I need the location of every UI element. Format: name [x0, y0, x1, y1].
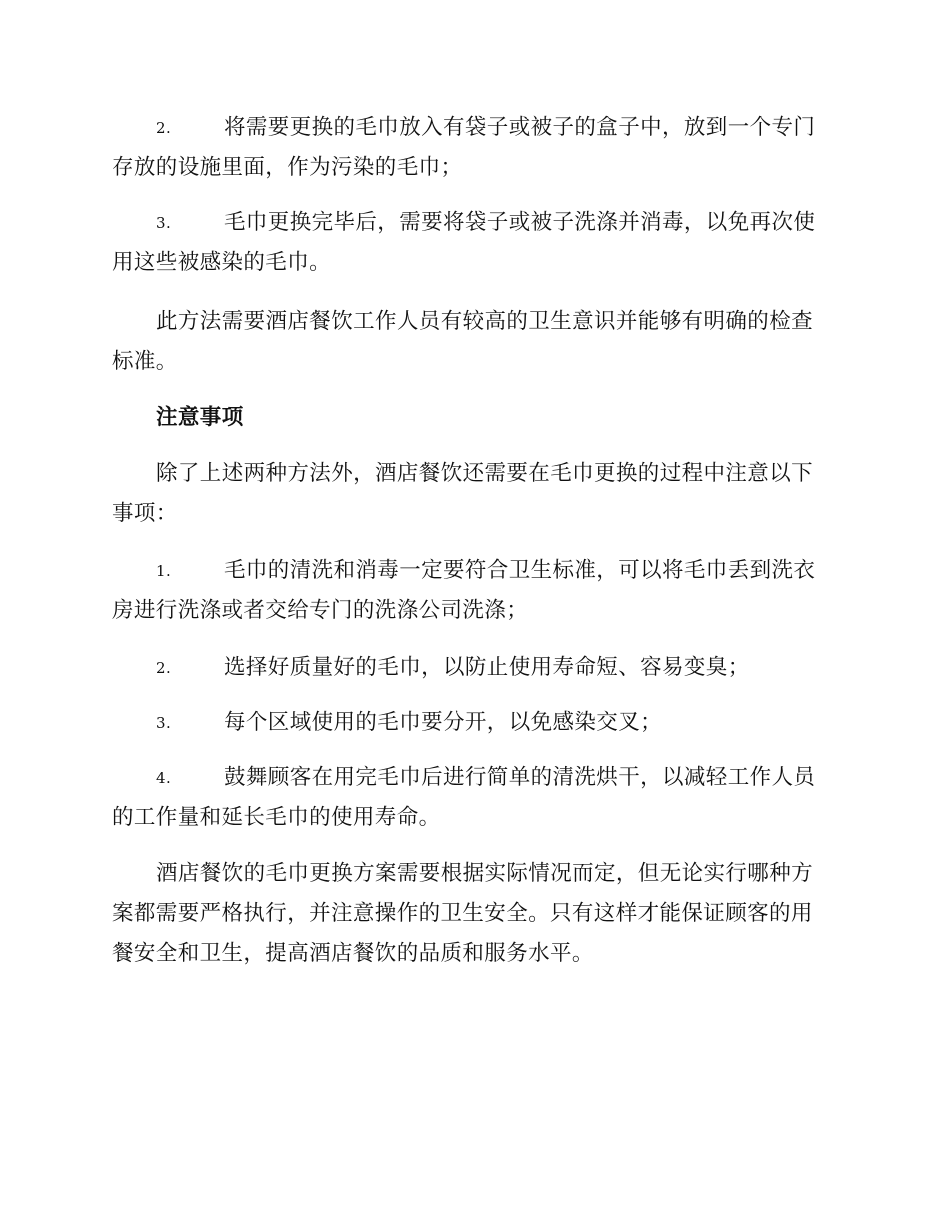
list-item	[112, 108, 834, 188]
list-number: 3.	[156, 714, 172, 732]
list-number: 1.	[156, 562, 172, 580]
section-heading: 注意事项	[156, 405, 244, 430]
list-number: 3.	[156, 214, 172, 232]
list-item	[112, 203, 834, 283]
list-item	[112, 703, 834, 743]
list-number: 2.	[156, 119, 172, 137]
paragraph: 此方法需要酒店餐饮工作人员有较高的卫生意识并能够有明确的检查标准。	[112, 309, 814, 374]
list-item	[112, 551, 834, 631]
list-number: 4.	[156, 769, 172, 787]
list-text: 毛巾的清洗和消毒一定要符合卫生标准，可以将毛巾丢到洗衣房进行洗涤或者交给专门的洗涤公司洗涤；	[112, 558, 816, 623]
paragraph: 酒店餐饮的毛巾更换方案需要根据实际情况而定，但无论实行哪种方案都需要严格执行，并注意操作的卫生安全。只有这样才能保证顾客的用餐安全和卫生，提高酒店餐饮的品质和服务水平。	[112, 861, 814, 966]
list-text: 毛巾更换完毕后，需要将袋子或被子洗涤并消毒，以免再次使用这些被感染的毛巾。	[112, 210, 816, 275]
list-number: 2.	[156, 659, 172, 677]
list-text: 将需要更换的毛巾放入有袋子或被子的盒子中，放到一个专门存放的设施里面，作为污染的毛巾；	[112, 115, 816, 180]
list-text: 鼓舞顾客在用完毛巾后进行简单的清洗烘干，以减轻工作人员的工作量和延长毛巾的使用寿命。	[112, 765, 816, 830]
list-item	[112, 648, 834, 688]
list-text: 选择好质量好的毛巾，以防止使用寿命短、容易变臭；	[224, 655, 750, 680]
list-text: 每个区域使用的毛巾要分开，以免感染交叉；	[224, 710, 663, 735]
list-item	[112, 758, 834, 838]
paragraph: 除了上述两种方法外，酒店餐饮还需要在毛巾更换的过程中注意以下事项：	[112, 461, 814, 526]
